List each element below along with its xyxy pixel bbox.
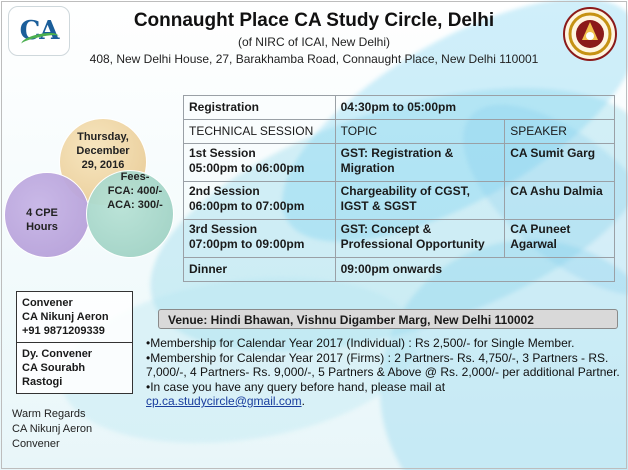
event-date-line: Thursday,	[77, 131, 129, 143]
address: 408, New Delhi House, 27, Barakhamba Road, Connaught Place, New Delhi 110001	[89, 52, 539, 66]
schedule-table	[183, 95, 615, 282]
cpe-hours-line: Hours	[26, 221, 58, 233]
note-firms: •Membership for Calendar Year 2017 (Firms) : 2 Partners- Rs. 4,750/-, 3 Partners - RS. 7,000/-, 4 Partners- Rs. 9,000/-, 5 Partners & Above @ Rs. 2,000/- per additional Partner.	[146, 350, 620, 379]
session-row	[184, 220, 615, 258]
note-query: •In case you have any query before hand, please mail at	[146, 379, 446, 394]
session-speaker: CA Puneet Agarwal	[505, 220, 615, 258]
col-header-speaker: SPEAKER	[505, 120, 615, 144]
regards-block	[12, 407, 92, 452]
header-row	[184, 120, 615, 144]
session-name: 1st Session	[189, 146, 256, 160]
session-time: 06:00pm to 07:00pm	[189, 199, 305, 213]
membership-notes	[146, 336, 622, 409]
col-header-topic: TOPIC	[335, 120, 505, 144]
page-title: Connaught Place CA Study Circle, Delhi	[133, 10, 495, 31]
registration-label: Registration	[184, 96, 336, 120]
regards-line: Warm Regards	[12, 408, 86, 420]
session-topic: GST: Registration & Migration	[335, 144, 505, 182]
dy-convener-block	[17, 342, 132, 393]
event-date-line: 29, 2016	[81, 159, 125, 171]
session-cell	[184, 220, 336, 258]
registration-time: 04:30pm to 05:00pm	[335, 96, 614, 120]
regards-title: Convener	[12, 438, 60, 450]
note-individual: •Membership for Calendar Year 2017 (Individual) : Rs 2,500/- for Single Member.	[146, 336, 575, 350]
dy-convener-name: CA Sourabh Rastogi	[22, 362, 86, 388]
convener-name: CA Nikunj Aeron	[22, 311, 109, 323]
session-time: 05:00pm to 06:00pm	[189, 161, 305, 175]
fees	[100, 170, 170, 212]
venn-diagram	[4, 118, 182, 258]
contacts-box	[16, 291, 133, 394]
email-suffix: .	[301, 394, 305, 408]
session-speaker: CA Ashu Dalmia	[505, 182, 615, 220]
fees-line: FCA: 400/-	[107, 185, 163, 197]
session-cell	[184, 182, 336, 220]
session-topic: Chargeability of CGST, IGST & SGST	[335, 182, 505, 220]
convener-block	[17, 292, 132, 342]
cpe-hours-line: 4 CPE	[26, 207, 58, 219]
contact-email-link[interactable]: cp.ca.studycircle@gmail.com	[146, 394, 302, 408]
session-cell	[184, 144, 336, 182]
dy-convener-title: Dy. Convener	[22, 348, 93, 360]
session-name: 2nd Session	[189, 184, 260, 198]
cpe-hours	[12, 206, 72, 234]
session-name: 3rd Session	[189, 222, 258, 236]
dinner-time: 09:00pm onwards	[335, 258, 614, 282]
col-header-session: TECHNICAL SESSION	[184, 120, 336, 144]
regards-name: CA Nikunj Aeron	[12, 423, 93, 435]
fees-line: ACA: 300/-	[107, 199, 163, 211]
fees-line: Fees-	[120, 171, 150, 183]
page-subtitle: (of NIRC of ICAI, New Delhi)	[237, 35, 391, 49]
session-time: 07:00pm to 09:00pm	[189, 237, 305, 251]
session-topic: GST: Concept & Professional Opportunity	[335, 220, 505, 258]
dinner-label: Dinner	[184, 258, 336, 282]
dinner-row	[184, 258, 615, 282]
event-date-line: December	[76, 145, 130, 157]
ca-logo-text: CA	[19, 16, 59, 46]
event-date	[64, 130, 142, 172]
convener-phone: +91 9871209339	[22, 325, 105, 337]
session-speaker: CA Sumit Garg	[505, 144, 615, 182]
session-row	[184, 144, 615, 182]
registration-row	[184, 96, 615, 120]
convener-title: Convener	[22, 297, 73, 309]
session-row	[184, 182, 615, 220]
venue-banner: Venue: Hindi Bhawan, Vishnu Digamber Marg, New Delhi 110002	[158, 309, 618, 329]
note-email-line	[146, 394, 622, 409]
